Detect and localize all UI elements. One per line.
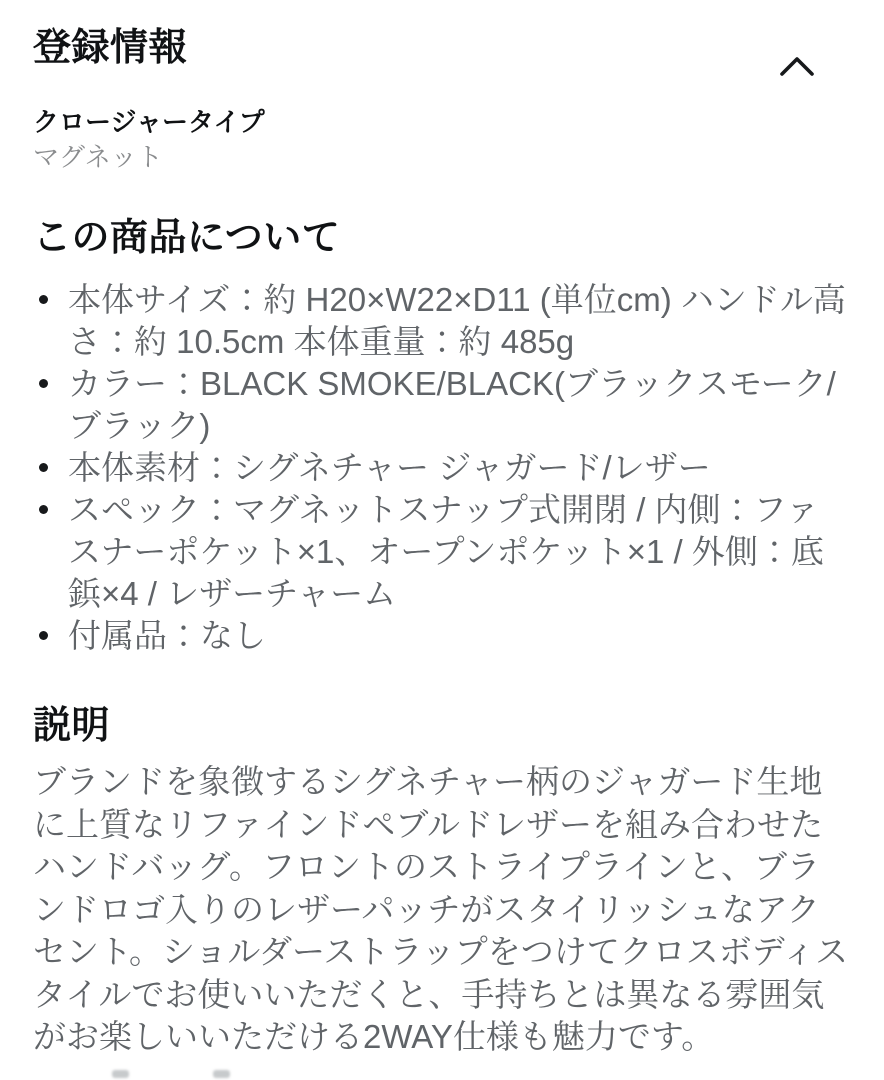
bullet-color: カラー：BLACK SMOKE/BLACK(ブラックスモーク/ブラック) bbox=[68, 365, 836, 444]
list-item bbox=[33, 279, 851, 363]
bullet-dot bbox=[39, 379, 48, 388]
cutoff-next-line-glyph-top bbox=[112, 1070, 129, 1078]
bullet-size-spec: 本体サイズ：約 H20×W22×D11 (単位cm) ハンドル高さ：約 10.5cm 本体重量：約 485g bbox=[68, 281, 846, 360]
description-body: ブランドを象徴するシグネチャー柄のジャガード生地に上質なリファインドペブルドレザーを組み合わせたハンドバッグ。フロントのストライプラインと、ブランドロゴ入りのレザーパッチがスタイリッシュなアクセント。ショルダーストラップをつけてクロスボディスタイルでお使いいただくと、手持ちとは異なる雰囲気がお楽しいいただける2WAY仕様も魅力です。 bbox=[33, 763, 849, 1055]
bullet-accessories: 付属品：なし bbox=[68, 617, 266, 654]
bullet-material: 本体素材：シグネチャー ジャガード/レザー bbox=[68, 449, 711, 486]
bullet-spec: スペック：マグネットスナップ式開閉 / 内側：ファスナーポケット×1、オープンポケット×1 / 外側：底鋲×4 / レザーチャーム bbox=[68, 491, 824, 612]
closure-type-field bbox=[33, 105, 851, 175]
chevron-up-icon bbox=[776, 52, 820, 82]
about-bullet-list bbox=[33, 279, 851, 657]
list-item bbox=[33, 489, 851, 615]
bullet-dot bbox=[39, 295, 48, 304]
collapse-section-button[interactable] bbox=[776, 52, 820, 82]
list-item bbox=[33, 615, 851, 657]
bullet-dot bbox=[39, 505, 48, 514]
about-section-title: この商品について bbox=[33, 217, 341, 259]
registration-section-header[interactable] bbox=[33, 0, 851, 69]
closure-type-label: クロージャータイプ bbox=[33, 107, 265, 137]
list-item bbox=[33, 447, 851, 489]
list-item bbox=[33, 363, 851, 447]
description-section-title: 説明 bbox=[33, 705, 111, 747]
closure-type-value: マグネット bbox=[33, 142, 163, 172]
bullet-dot bbox=[39, 463, 48, 472]
cutoff-next-line-glyph-top bbox=[213, 1070, 230, 1078]
registration-section-title: 登録情報 bbox=[33, 27, 188, 69]
bullet-dot bbox=[39, 631, 48, 640]
